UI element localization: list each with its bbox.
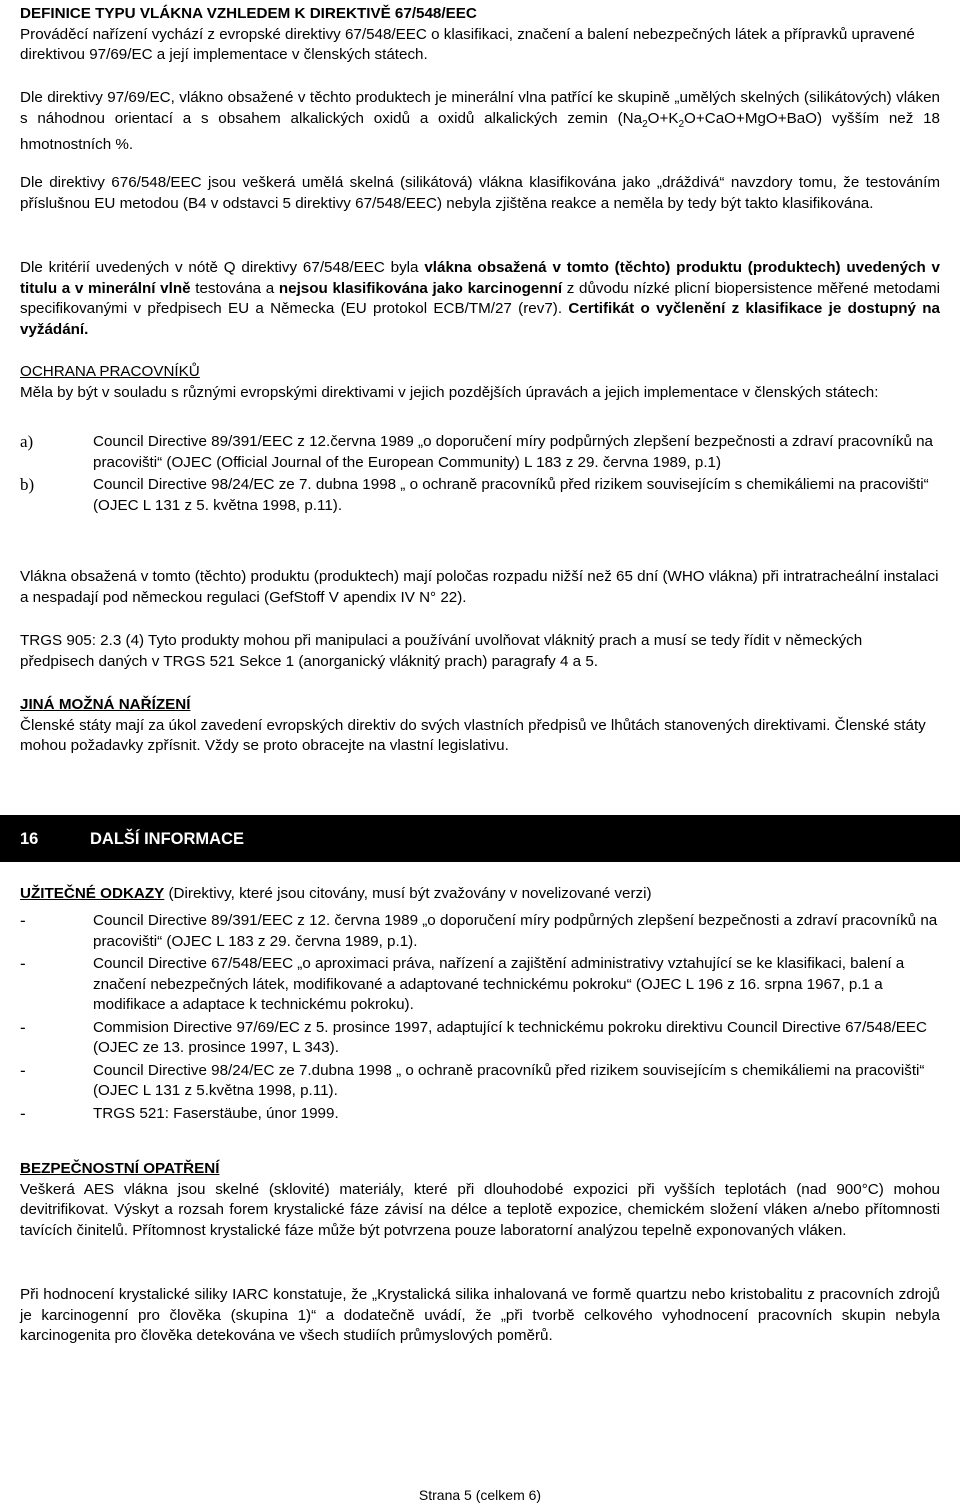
safety-precautions-section [20,1159,940,1241]
directive-97-69-text: Dle direktivy 97/69/EC, vlákno obsažené v těchto produktech je minerální vlna patřící ke skupině „umělých skelných (silikátových) vláken s náhodnou orientací a s obsahem alkalických oxidů a oxidů alkalických zemin [20,89,940,127]
section-title: DALŠÍ INFORMACE [90,830,244,848]
worker-protection-section [20,362,940,403]
section-16-header [0,815,960,862]
certificate-note: Certifikát o vyčlenění z klasifikace je dostupný na vyžádání. [20,300,940,338]
section-heading-other-regulations: JINÁ MOŽNÁ NAŘÍZENÍ [20,696,191,713]
list-item: a) Council Directive 89/391/EEC z 12.června 1989 „o doporučení míry podpůrných zlepšení bezpečnosti a zdraví pracovníků na pracovišti“ (OJEC (Official Journal of the European Community) L 183 z 29. června 1989, p.1) [20,432,933,471]
other-regulations-section [20,695,940,757]
safety-paragraph-1: Veškerá AES vlákna jsou skelné (sklovité) materiály, které při dlouhodobé expozici při vyšších teplotách (nad 900°C) mohou devitrifikovat. Výskyt a rozsah forem krystalické fáze závisí na délce a teplotě expozice, chemickém složení vláken a/nebo přítomnosti tavících činitelů. Přítomnost krystalické fáze může být potvrzena pouze laboratorní analýzou tepelně exponovaných vláken. [20,1180,940,1239]
list-item: - Council Directive 98/24/EC ze 7.dubna 1998 „ o ochraně pracovníků před rizikem souvisejícím s chemikáliemi na pracovišti“ (OJEC L 131 z 5.května 1998, p.11). [20,1060,925,1099]
page-footer: Strana 5 (celkem 6) [418,1487,542,1503]
useful-links-note: (Direktivy, které jsou citovány, musí být zvažovány v novelizované verzi) [164,885,652,902]
directive-97-69-paragraph [20,88,940,156]
section-heading-safety: BEZPEČNOSTNÍ OPATŘENÍ [20,1160,220,1177]
trgs-905-paragraph: TRGS 905: 2.3 (4) Tyto produkty mohou při manipulaci a používání uvolňovat vláknitý prach a musí se tedy řídit v německých předpisech daných v TRGS 521 Sekce 1 (anorganický vláknitý prach) paragrafy 4 a 5. [20,632,863,670]
list-item: - Commision Directive 97/69/EC z 5. prosince 1997, adaptující k technickému pokroku direktivu Council Directive 67/548/EEC (OJEC ze 13. prosince 1997, L 343). [20,1017,928,1056]
section-number: 16 [20,830,39,848]
other-regulations-text: Členské státy mají za úkol zavedení evropských direktiv do svých vlastních předpisů ve lhůtách stanovených direktivami. Členské státy mohou požadavky zpřísnit. Vždy se proto obracejte na vlastní legislativu. [20,716,926,754]
iarc-paragraph: Při hodnocení krystalické siliky IARC konstatuje, že „Krystalická silika inhalovaná ve formě quartzu nebo kristobalitu z pracovních zdrojů je karcinogenní pro člověka (skupina 1)“ a dodatečně uvádí, že „při tvorbě celkového vyhodnocení pracovních skupin nebyla karcinogenita pro člověka detekována ve všech studiích průmyslových poměrů. [20,1286,940,1344]
list-item: b) Council Directive 98/24/EC ze 7. dubna 1998 „ o ochraně pracovníků před rizikem souvisejícím s chemikáliemi na pracovišti“ (OJEC L 131 z 5. května 1998, p.11). [20,475,929,514]
list-item: - Council Directive 67/548/EEC „o aproximaci práva, nařízení a zajištění administrativy vztahující se ke klasifikaci, balení a značení nebezpečných látek, modifikované a adaptované technickému pokroku“ (OJEC L 196 z 16. srpna 1967, p.1 a modifikace a adaptace k technickému pokroku). [20,954,905,1013]
worker-protection-intro: Měla by být v souladu s různými evropskými direktivami v jejich pozdějších úpravách a jejich implementace v členských státech: [20,383,879,401]
who-fiber-paragraph: Vlákna obsažená v tomto (těchto) produktu (produktech) mají poločas rozpadu nižší než 65 dní (WHO vlákna) při intratracheální instalaci a nespadají pod německou regulaci (GefStoff V apendix IV N° 22). [20,568,939,606]
intro-paragraph: Prováděcí nařízení vychází z evropské direktivy 67/548/EEC o klasifikaci, značení a balení nebezpečných látek a přípravků upravené direktivou 97/69/EC a její implementace v členských státech. [20,25,915,63]
section-heading-useful-links: UŽITEČNÉ ODKAZY [20,885,165,902]
oxide-formula: $(Na_2O+K_2O+CaO+MgO+BaO)$ vyšším než 18 hmotnostních %. [20,109,940,154]
section-heading-worker-protection: OCHRANA PRACOVNÍKŮ [20,363,200,380]
useful-links-section [20,884,940,905]
list-item: - TRGS 521: Faserstäube, únor 1999. [20,1103,339,1123]
useful-links-list [20,911,940,1124]
nota-q-paragraph: Dle kritérií uvedených v nótě Q direktivy 67/548/EEC byla vlákna obsažená v tomto (těchto) produktu (produktech) uvedených v titulu a v minerální vlně testována a nejsou klasifikována jako karcinogenní z důvodu nízké plicní biopersistence měřené metodami specifikovanými v předpisech EU a Německa (EU protokol ECB/TM/27 (rev7). Certifikát o vyčlenění z klasifikace je dostupný na vyžádání. [20,259,941,338]
section-heading-fiber-definition: DEFINICE TYPU VLÁKNA VZHLEDEM K DIREKTIVĚ 67/548/EEC [20,5,477,22]
worker-protection-list [20,432,940,516]
list-item: - Council Directive 89/391/EEC z 12. června 1989 „o doporučení míry podpůrných zlepšení bezpečnosti a zdraví pracovníků na pracovišti“ (OJEC L 183 z 29. června 1989, p.1). [20,911,938,950]
directive-676-548-paragraph: Dle direktivy 676/548/EEC jsou veškerá umělá skelná (silikátová) vlákna klasifikována jako „dráždivá“ navzdory tomu, že testováním příslušnou EU metodou (B4 v odstavci 5 direktivy 67/548/EEC) nebyla zjištěna reakce a neměla by tedy být takto klasifikována. [20,174,940,212]
fiber-definition-section [20,4,940,66]
